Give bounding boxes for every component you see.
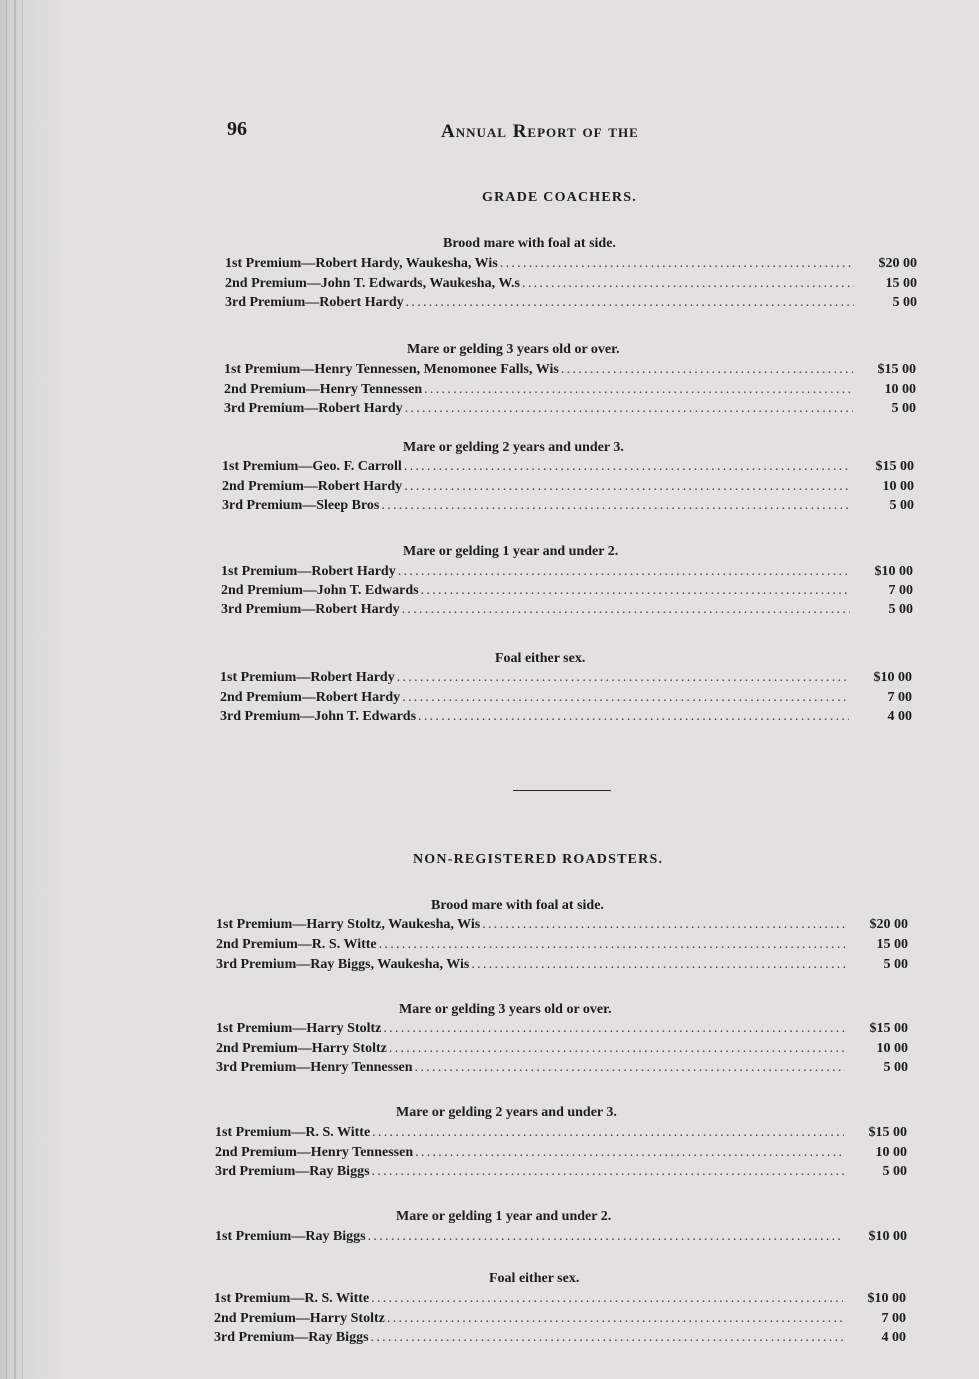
page-number: 96 [227, 118, 247, 140]
premium-entry [220, 690, 912, 710]
entry-label: 3rd Premium—Ray Biggs [215, 1164, 370, 1179]
entry-label: 1st Premium—Robert Hardy [220, 670, 395, 685]
dot-leader [471, 957, 845, 973]
dot-leader [402, 690, 849, 706]
dot-leader [368, 1229, 844, 1245]
entry-amount: 4 00 [881, 1330, 906, 1345]
entry-label: 1st Premium—Robert Hardy [221, 564, 396, 579]
premium-entry [216, 937, 908, 957]
entry-label: 1st Premium—Ray Biggs [215, 1229, 366, 1244]
entry-amount: 5 00 [888, 602, 913, 617]
dot-leader [415, 1145, 844, 1161]
dot-leader [397, 670, 849, 686]
section-divider [513, 790, 611, 791]
entry-amount: 10 00 [875, 1145, 907, 1160]
entry-amount: 7 00 [888, 583, 913, 598]
premium-entry [215, 1125, 907, 1145]
section-title: NON-REGISTERED ROADSTERS. [413, 852, 664, 867]
entry-label: 1st Premium—Harry Stoltz, Waukesha, Wis [216, 917, 481, 932]
entry-amount: 7 00 [887, 690, 912, 705]
entry-label: 1st Premium—Harry Stoltz [216, 1021, 382, 1036]
entry-amount: 5 00 [889, 498, 914, 513]
dot-leader [418, 709, 849, 725]
entry-amount: 10 00 [884, 382, 916, 397]
entry-label: 3rd Premium—Ray Biggs, Waukesha, Wis [216, 957, 470, 972]
entry-amount: 5 00 [882, 1164, 907, 1179]
entry-label: 3rd Premium—Robert Hardy [224, 401, 403, 416]
premium-entry [221, 583, 913, 603]
entry-amount: $10 00 [868, 1229, 907, 1244]
premium-entry [214, 1291, 906, 1311]
entry-label: 2nd Premium—Henry Tennessen [215, 1145, 414, 1160]
class-title: Mare or gelding 2 years and under 3. [396, 1105, 617, 1120]
entry-amount: $20 00 [878, 256, 917, 271]
entry-amount: 10 00 [876, 1041, 908, 1056]
dot-leader [500, 256, 854, 272]
premium-entry [221, 564, 913, 584]
entry-label: 2nd Premium—John T. Edwards, Waukesha, W.s [225, 276, 521, 291]
dot-leader [415, 1060, 845, 1076]
premium-entry [224, 382, 916, 402]
premium-entry [215, 1145, 907, 1165]
dot-leader [381, 498, 851, 514]
premium-entry [224, 362, 916, 382]
dot-leader [371, 1330, 843, 1346]
dot-leader [404, 459, 851, 475]
premium-entry [216, 1060, 908, 1080]
premium-entry [215, 1164, 907, 1184]
class-title: Mare or gelding 3 years old or over. [399, 1002, 612, 1017]
entry-amount: 10 00 [882, 479, 914, 494]
class-title: Foal either sex. [489, 1271, 580, 1286]
premium-entry [225, 295, 917, 315]
entry-amount: $15 00 [877, 362, 916, 377]
entry-label: 1st Premium—R. S. Witte [215, 1125, 371, 1140]
entry-amount: $20 00 [869, 917, 908, 932]
premium-entry [216, 917, 908, 937]
entry-label: 1st Premium—Henry Tennessen, Menomonee Falls, Wis [224, 362, 559, 377]
premium-entry [225, 276, 917, 296]
entry-amount: 5 00 [891, 401, 916, 416]
dot-leader [406, 295, 854, 311]
dot-leader [424, 382, 853, 398]
entry-amount: $15 00 [868, 1125, 907, 1140]
entry-label: 2nd Premium—R. S. Witte [216, 937, 377, 952]
class-title: Brood mare with foal at side. [431, 898, 604, 913]
entry-label: 2nd Premium—Robert Hardy [220, 690, 401, 705]
dot-leader [404, 479, 851, 495]
premium-entry [214, 1330, 906, 1350]
premium-entry [220, 670, 912, 690]
premium-entry [224, 401, 916, 421]
premium-entry [222, 459, 914, 479]
premium-entry [220, 709, 912, 729]
class-title: Mare or gelding 1 year and under 2. [403, 544, 619, 559]
entry-label: 3rd Premium—Sleep Bros [222, 498, 380, 513]
dot-leader [372, 1125, 844, 1141]
entry-amount: $15 00 [875, 459, 914, 474]
entry-label: 1st Premium—Geo. F. Carroll [222, 459, 402, 474]
entry-label: 1st Premium—Robert Hardy, Waukesha, Wis [225, 256, 498, 271]
class-title: Mare or gelding 1 year and under 2. [396, 1209, 612, 1224]
class-title: Mare or gelding 3 years old or over. [407, 342, 620, 357]
class-title: Mare or gelding 2 years and under 3. [403, 440, 624, 455]
entry-label: 2nd Premium—Henry Tennessen [224, 382, 423, 397]
class-title: Brood mare with foal at side. [443, 236, 616, 251]
entry-label: 2nd Premium—Harry Stoltz [214, 1311, 385, 1326]
entry-label: 3rd Premium—Robert Hardy [221, 602, 400, 617]
entry-label: 2nd Premium—Harry Stoltz [216, 1041, 387, 1056]
entry-label: 3rd Premium—John T. Edwards [220, 709, 417, 724]
dot-leader [402, 602, 850, 618]
dot-leader [379, 937, 845, 953]
premium-entry [216, 1021, 908, 1041]
entry-label: 3rd Premium—Henry Tennessen [216, 1060, 413, 1075]
entry-amount: 7 00 [881, 1311, 906, 1326]
section-title: GRADE COACHERS. [482, 190, 637, 205]
binding-line [14, 0, 16, 1379]
dot-leader [482, 917, 845, 933]
entry-amount: 4 00 [887, 709, 912, 724]
dot-leader [398, 564, 850, 580]
dot-leader [383, 1021, 845, 1037]
entry-label: 2nd Premium—Robert Hardy [222, 479, 403, 494]
class-title: Foal either sex. [495, 651, 586, 666]
entry-amount: $15 00 [869, 1021, 908, 1036]
entry-amount: $10 00 [874, 564, 913, 579]
premium-entry [222, 498, 914, 518]
entry-label: 3rd Premium—Robert Hardy [225, 295, 404, 310]
binding-line [22, 0, 23, 1379]
entry-amount: 15 00 [876, 937, 908, 952]
premium-entry [225, 256, 917, 276]
dot-leader [561, 362, 853, 378]
entry-amount: 5 00 [892, 295, 917, 310]
entry-amount: $10 00 [873, 670, 912, 685]
entry-amount: 5 00 [883, 1060, 908, 1075]
dot-leader [371, 1291, 843, 1307]
binding-line [6, 0, 7, 1379]
binding-edge [0, 0, 60, 1379]
entry-amount: 5 00 [883, 957, 908, 972]
premium-entry [222, 479, 914, 499]
premium-entry [214, 1311, 906, 1331]
dot-leader [372, 1164, 844, 1180]
premium-entry [216, 1041, 908, 1061]
dot-leader [389, 1041, 845, 1057]
dot-leader [522, 276, 854, 292]
running-head: Annual Report of the [441, 121, 639, 142]
premium-entry [216, 957, 908, 977]
premium-entry [215, 1229, 907, 1249]
entry-label: 2nd Premium—John T. Edwards [221, 583, 419, 598]
dot-leader [421, 583, 850, 599]
entry-amount: 15 00 [885, 276, 917, 291]
dot-leader [387, 1311, 843, 1327]
entry-amount: $10 00 [867, 1291, 906, 1306]
entry-label: 3rd Premium—Ray Biggs [214, 1330, 369, 1345]
premium-entry [221, 602, 913, 622]
dot-leader [405, 401, 853, 417]
entry-label: 1st Premium—R. S. Witte [214, 1291, 370, 1306]
